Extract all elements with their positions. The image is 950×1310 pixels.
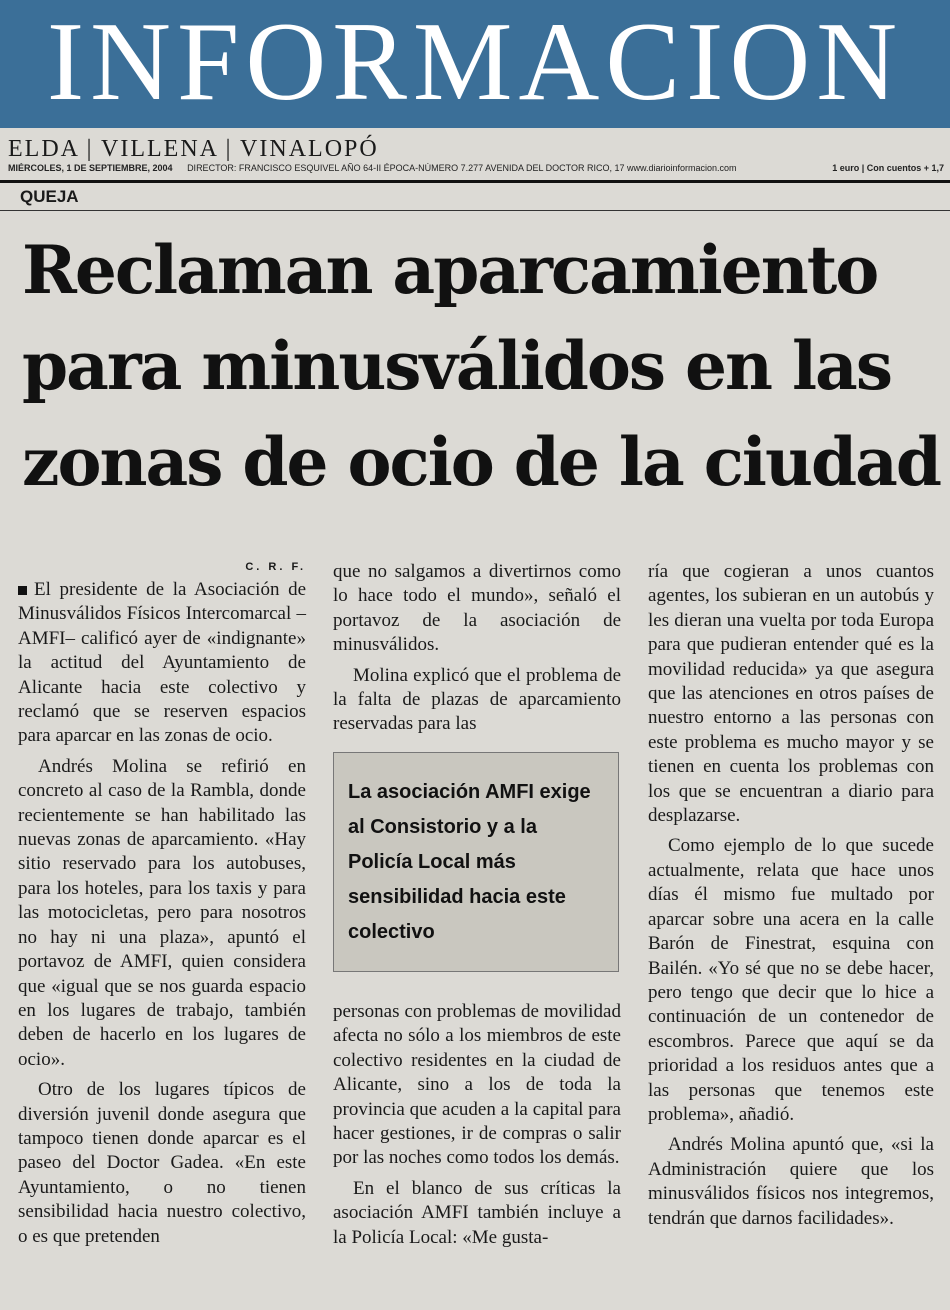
pull-quote: La asociación AMFI exige al Consistorio y a la Policía Local más sensibilidad hacia este colectivo: [333, 752, 619, 972]
byline: C. R. F.: [245, 561, 306, 573]
paragraph: personas con problemas de movilidad afecta no sólo a los miembros de este colectivo residentes en la ciudad de Alicante, sino a los de toda la provincia que acuden a la capital para hacer gestiones, ir de compras o salir por las noches como todos los demás.: [333, 1001, 621, 1169]
paragraph: Andrés Molina se refirió en concreto al caso de la Rambla, donde recientemente se han habilitado las nuevas zonas de aparcamiento. «Hay sitio reservado para los autobuses, para los hoteles, para los taxis y para las motocicletas, pero para nosotros no hay ni una plaza», apuntó el portavoz de AMFI, quien considera que «igual que se nos guarda espacio en los lugares de trabajo, también deben de hacerlo en los lugares de ocio».: [18, 755, 306, 1070]
paragraph: Como ejemplo de lo que sucede actualmente, relata que hace unos días él mismo fue multado por aparcar sobre una acera en la calle Barón de Finestrat, esquina con Bailén. «Yo sé que no se debe hacer, pero tengo que decir que lo hice a continuación de un contenedor de escombros. Parece que aquí se da prioridad a los residuos antes que a las personas que tenemos este problema», añadió.: [648, 835, 934, 1125]
section-rule: [0, 210, 950, 211]
paragraph: Andrés Molina apuntó que, «si la Administración quiere que los minusválidos físicos nos integremos, tendrán que darnos facilidades».: [648, 1134, 934, 1229]
article-column-2-bottom: [333, 1000, 621, 1256]
issue-price: 1 euro | Con cuentos + 1,7: [832, 163, 944, 173]
paragraph: El presidente de la Asociación de Minusválidos Físicos Intercomarcal –AMFI– calificó ayer de «indignante» la actitud del Ayuntamiento de Alicante hacia este colectivo y reclamó que se reserven espacios para aparcar en las zonas de ocio.: [18, 579, 306, 747]
issue-date: MIÉRCOLES, 1 DE SEPTIEMBRE, 2004: [8, 163, 173, 173]
paragraph: Otro de los lugares típicos de diversión juvenil donde asegura que tampoco tienen donde aparcar es el paseo del Doctor Gadea. «En este Ayuntamiento, o no tienen sensibilidad hacia nuestro colectivo, o es que pretenden: [18, 1079, 306, 1247]
edition-label: ELDA | VILLENA | VINALOPÓ: [8, 136, 379, 162]
paragraph: Molina explicó que el problema de la falta de plazas de aparcamiento reservadas para las: [333, 664, 621, 735]
article-column-3: [648, 560, 934, 1237]
headline: Reclaman aparcamiento para minusválidos en las zonas de ocio de la ciudad: [22, 231, 941, 501]
bullet-icon: [18, 586, 27, 595]
paragraph: En el blanco de sus críticas la asociación AMFI también incluye a la Policía Local: «Me gusta-: [333, 1177, 621, 1248]
paragraph: ría que cogieran a unos cuantos agentes, los subieran en un autobús y les dieran una vuelta por toda Europa para que pudieran entender qué es la movilidad reducida» ya que asegura que las atenciones en otros países de nuestro entorno a las personas con este problema es mucho mayor y se tienen en cuenta los problemas con los que se encuentran a diario para desplazarse.: [648, 561, 934, 827]
header-rule: [0, 180, 950, 183]
paragraph: que no salgamos a divertirnos como lo hace todo el mundo», señaló el portavoz de la asociación de minusválidos.: [333, 561, 621, 656]
article-column-1: [18, 560, 306, 1255]
newspaper-title: INFORMACION: [46, 0, 904, 124]
section-label: QUEJA: [20, 187, 79, 206]
issue-info: [8, 163, 948, 177]
masthead: [0, 0, 950, 128]
issue-meta: DIRECTOR: FRANCISCO ESQUIVEL AÑO 64-II ÉPOCA-NÚMERO 7.277 AVENIDA DEL DOCTOR RICO, 17 www.diarioinformacion.com: [187, 163, 737, 173]
article-column-2-top: [333, 560, 621, 743]
